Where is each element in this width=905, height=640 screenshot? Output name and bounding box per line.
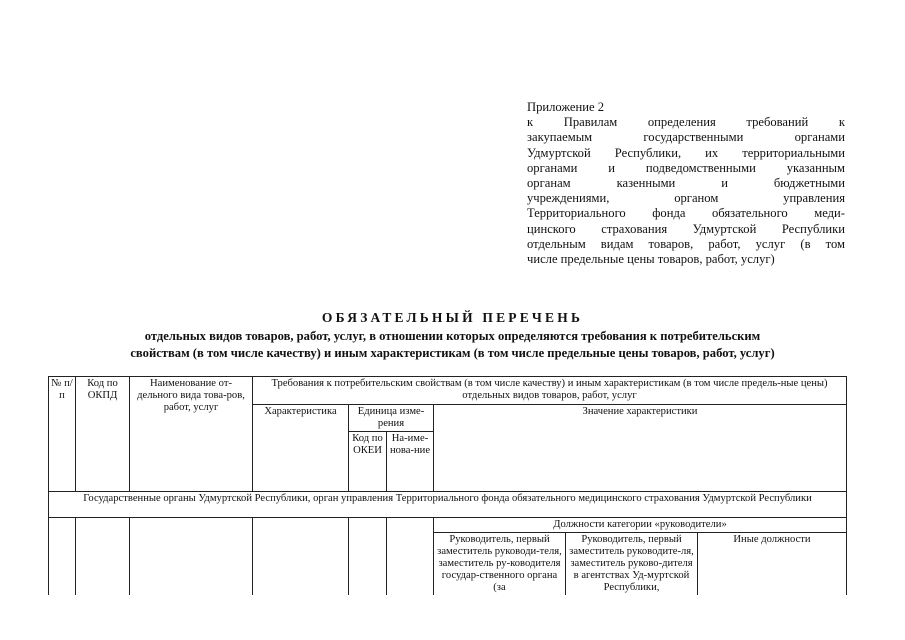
header-characteristic: Характеристика: [253, 405, 349, 492]
header-value: Значение характеристики: [434, 405, 847, 492]
appendix-line: органам казенными и бюджетными: [527, 176, 845, 191]
header-okei-code: Код по ОКЕИ: [349, 432, 387, 492]
position-cell: Иные должности: [698, 533, 847, 596]
appendix-line: отдельным видам товаров, работ, услуг (в том: [527, 236, 845, 251]
appendix-block: [527, 100, 845, 267]
requirements-table: [48, 376, 847, 595]
subtitle-line-1: отдельных видов товаров, работ, услуг, в отношении которых определяются требования к потребительским: [144, 329, 761, 343]
appendix-title: Приложение 2: [527, 100, 605, 114]
header-unit: Единица изме-рения: [349, 405, 434, 432]
header-unit-name: На-име-нова-ние: [387, 432, 434, 492]
appendix-line: цинского страхования Удмуртской Республики: [527, 221, 845, 236]
header-name: Наименование от-дельного вида това-ров, работ, услуг: [130, 377, 253, 492]
empty-cell: [76, 518, 130, 596]
appendix-line: к Правилам определения требований к: [527, 115, 845, 130]
subtitle-line-2: свойствам (в том числе качеству) и иным характеристикам (в том числе предельные цены товаров, работ, услуг): [130, 346, 775, 360]
empty-cell: [253, 518, 349, 596]
position-cell: Руководитель, первый заместитель руководите-ля, заместитель руково-дителя в агентствах Уд-муртской Республики,: [566, 533, 698, 596]
header-requirements: Требования к потребительским свойствам (в том числе качеству) и иным характеристикам (в том числе предель-ные цены) отдельных видов товаров, работ, услуг: [253, 377, 847, 405]
appendix-line: органами и подведомственными указанным: [527, 160, 845, 175]
appendix-line: Удмуртской Республики, их территориальными: [527, 145, 845, 160]
document-subtitle: [0, 328, 905, 362]
category-header: Должности категории «руководители»: [434, 518, 847, 533]
section-row: Государственные органы Удмуртской Республики, орган управления Территориального фонда обязательного медицинского страхования Удмуртской Республики: [49, 492, 847, 518]
header-num: № п/п: [49, 377, 76, 492]
appendix-line: закупаемым государственными органами: [527, 130, 845, 145]
position-cell: Руководитель, первый заместитель руководи-теля, заместитель ру-ководителя государ-ственного органа (за: [434, 533, 566, 596]
appendix-line: числе предельные цены товаров, работ, услуг): [527, 252, 775, 267]
document-title: ОБЯЗАТЕЛЬНЫЙ ПЕРЕЧЕНЬ: [321, 310, 584, 325]
empty-cell: [130, 518, 253, 596]
empty-cell: [49, 518, 76, 596]
appendix-line: Территориального фонда обязательного меди-: [527, 206, 845, 221]
empty-cell: [387, 518, 434, 596]
header-okpd: Код по ОКПД: [76, 377, 130, 492]
empty-cell: [349, 518, 387, 596]
appendix-line: учреждениями, органом управления: [527, 191, 845, 206]
